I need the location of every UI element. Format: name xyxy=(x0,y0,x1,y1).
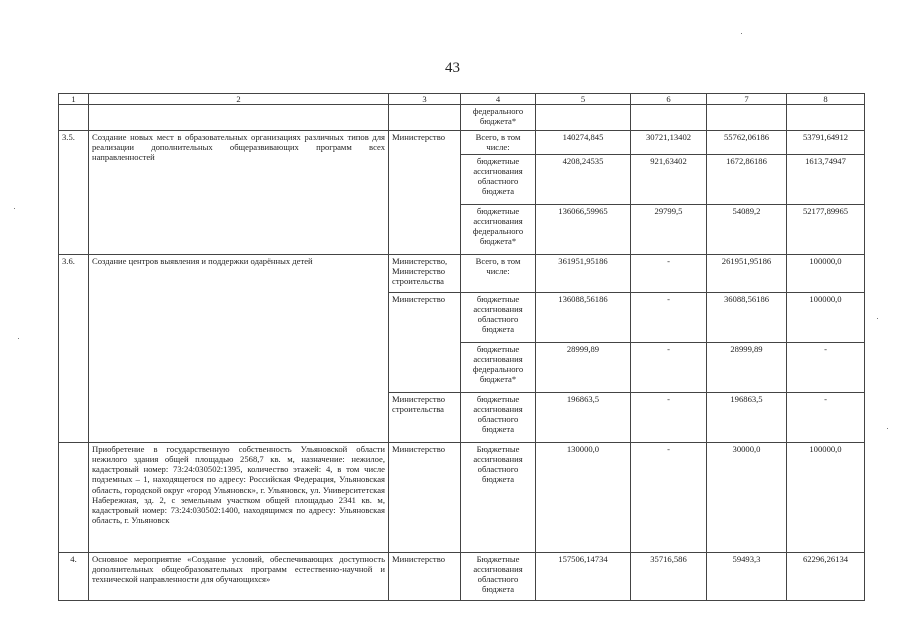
header-cell: 3 xyxy=(389,94,461,105)
header-cell: 2 xyxy=(89,94,389,105)
table-row xyxy=(59,443,865,553)
table-row xyxy=(59,255,865,293)
value-cell: 30721,13402 xyxy=(631,131,707,155)
value-cell: 55762,06186 xyxy=(707,131,787,155)
funding-source-cell: Всего, в том числе: xyxy=(461,131,536,155)
executor-cell: Министерство строительства xyxy=(389,393,461,443)
header-cell: 4 xyxy=(461,94,536,105)
value-cell: 28999,89 xyxy=(707,343,787,393)
value-cell: 62296,26134 xyxy=(787,553,865,601)
value-cell: 59493,3 xyxy=(707,553,787,601)
value-cell: - xyxy=(631,443,707,553)
executor-cell: Министерство xyxy=(389,443,461,553)
value-cell: 361951,95186 xyxy=(536,255,631,293)
activity-title: Создание центров выявления и поддержки одарённых детей xyxy=(89,255,389,443)
value-cell: 30000,0 xyxy=(707,443,787,553)
value-cell: 136088,56186 xyxy=(536,293,631,343)
funding-source-cell: Бюджетные ассигнования областного бюджета xyxy=(461,553,536,601)
value-cell: 4208,24535 xyxy=(536,155,631,205)
value-cell: 1613,74947 xyxy=(787,155,865,205)
value-cell: 36088,56186 xyxy=(707,293,787,343)
value-cell: 28999,89 xyxy=(536,343,631,393)
table-row xyxy=(59,553,865,601)
value-cell: - xyxy=(631,293,707,343)
executor-cell: Министерство xyxy=(389,293,461,393)
header-cell: 1 xyxy=(59,94,89,105)
value-cell: 35716,586 xyxy=(631,553,707,601)
funding-source-cell: бюджетные ассигнования областного бюджета xyxy=(461,293,536,343)
scan-speck xyxy=(741,33,742,34)
page-number: 43 xyxy=(445,60,460,76)
scan-speck xyxy=(877,318,878,319)
value-cell: 100000,0 xyxy=(787,293,865,343)
scan-speck xyxy=(14,208,15,209)
executor-cell: Министерство xyxy=(389,553,461,601)
funding-source-cell: Бюджетные ассигнования областного бюджета xyxy=(461,443,536,553)
budget-table xyxy=(58,93,865,601)
value-cell: 261951,95186 xyxy=(707,255,787,293)
activity-title: Создание новых мест в образовательных организациях различных типов для реализации дополнительных общеразвивающих программ всех направленностей xyxy=(89,131,389,255)
value-cell: 140274,845 xyxy=(536,131,631,155)
value-cell: - xyxy=(631,343,707,393)
value-cell: - xyxy=(631,255,707,293)
value-cell: 29799,5 xyxy=(631,205,707,255)
value-cell: 921,63402 xyxy=(631,155,707,205)
value-cell: 1672,86186 xyxy=(707,155,787,205)
activity-title: Основное мероприятие «Создание условий, обеспечивающих доступность дополнительных общеобразовательных программ естественно-научной и технической направленности для обучающихся» xyxy=(89,553,389,601)
value-cell: 196863,5 xyxy=(536,393,631,443)
funding-source-cell: бюджетные ассигнования федерального бюджета* xyxy=(461,205,536,255)
executor-cell: Министерство, Министерство строительства xyxy=(389,255,461,293)
table-row xyxy=(59,131,865,155)
scan-speck xyxy=(887,428,888,429)
value-cell: 100000,0 xyxy=(787,255,865,293)
value-cell: 130000,0 xyxy=(536,443,631,553)
value-cell: 136066,59965 xyxy=(536,205,631,255)
row-number: 3.6. xyxy=(59,255,89,443)
value-cell: - xyxy=(787,343,865,393)
value-cell: 100000,0 xyxy=(787,443,865,553)
header-cell: 7 xyxy=(707,94,787,105)
header-row xyxy=(59,94,865,105)
value-cell: 157506,14734 xyxy=(536,553,631,601)
value-cell: 52177,89965 xyxy=(787,205,865,255)
value-cell: 54089,2 xyxy=(707,205,787,255)
value-cell: - xyxy=(631,393,707,443)
row-number: 4. xyxy=(59,553,89,601)
value-cell: 196863,5 xyxy=(707,393,787,443)
funding-source-cell: бюджетные ассигнования областного бюджета xyxy=(461,155,536,205)
row-number: 3.5. xyxy=(59,131,89,255)
activity-title: Приобретение в государственную собственность Ульяновской области нежилого здания общей площадью 2568,7 кв. м, назначение: нежилое, кадастровый номер: 73:24:030502:1395, количество этажей: 4, в том числе подземных – 1, находящегося по адресу: Российская Федерация, Ульяновская область, городской округ «город Ульяновск», г. Ульяновск, ул. Университетская Набережная, зд. 2, с земельным участком общей площадью 2341 кв. м, кадастровый номер: 73:24:030502:1400, находящимся по адресу: Ульяновская область, г. Ульяновск xyxy=(89,443,389,553)
value-cell: 53791,64912 xyxy=(787,131,865,155)
value-cell: - xyxy=(787,393,865,443)
funding-source-cell: федерального бюджета* xyxy=(461,105,536,131)
executor-cell: Министерство xyxy=(389,131,461,255)
header-cell: 6 xyxy=(631,94,707,105)
scan-speck xyxy=(18,338,19,339)
header-cell: 5 xyxy=(536,94,631,105)
funding-source-cell: Всего, в том числе: xyxy=(461,255,536,293)
funding-source-cell: бюджетные ассигнования областного бюджета xyxy=(461,393,536,443)
header-cell: 8 xyxy=(787,94,865,105)
funding-source-cell: бюджетные ассигнования федерального бюджета* xyxy=(461,343,536,393)
table-row xyxy=(59,105,865,131)
